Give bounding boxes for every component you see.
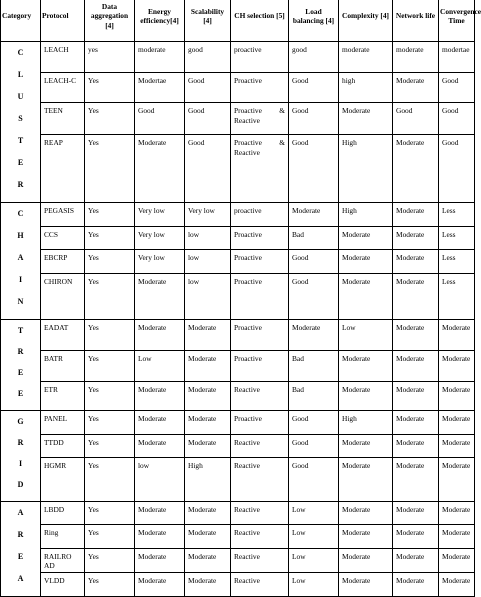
cell-convergence-time: Moderate xyxy=(439,458,475,502)
category-letter: I xyxy=(18,459,23,468)
cell-load-balancing: Low xyxy=(289,573,339,597)
cell-load-balancing: Bad xyxy=(289,350,339,381)
category-letters xyxy=(4,326,37,399)
ch-selection-first-line xyxy=(234,138,285,147)
cell-convergence-time: Moderate xyxy=(439,434,475,458)
cell-convergence-time: Moderate xyxy=(439,525,475,548)
cell-scalability: good xyxy=(185,42,231,73)
header-scalability: Scalability [4] xyxy=(185,0,231,42)
cell-protocol: EBCRP xyxy=(41,250,85,274)
table-row xyxy=(1,381,475,411)
cell-convergence-time: Less xyxy=(439,250,475,274)
cell-convergence-time: Moderate xyxy=(439,411,475,435)
category-letter: H xyxy=(17,231,24,240)
cell-data-aggregation: Yes xyxy=(85,502,135,525)
table-row xyxy=(1,226,475,250)
table-row xyxy=(1,573,475,597)
table-row xyxy=(1,458,475,502)
cell-energy-efficiency: Moderate xyxy=(135,411,185,435)
category-letter: D xyxy=(17,480,24,489)
cell-data-aggregation: Yes xyxy=(85,250,135,274)
cell-protocol: TEEN xyxy=(41,103,85,135)
cell-data-aggregation: Yes xyxy=(85,573,135,597)
cell-protocol: ETR xyxy=(41,381,85,411)
cell-load-balancing: Good xyxy=(289,458,339,502)
cell-load-balancing: Good xyxy=(289,103,339,135)
cell-energy-efficiency: Moderate xyxy=(135,135,185,203)
cell-complexity: High xyxy=(339,135,393,203)
category-letter: E xyxy=(17,368,24,377)
cell-energy-efficiency: Very low xyxy=(135,250,185,274)
table-row xyxy=(1,350,475,381)
cell-complexity: Moderate xyxy=(339,573,393,597)
cell-convergence-time: Good xyxy=(439,72,475,103)
table-row xyxy=(1,434,475,458)
category-letter: C xyxy=(17,209,24,218)
cell-energy-efficiency: Very low xyxy=(135,226,185,250)
cell-energy-efficiency: Moderate xyxy=(135,502,185,525)
category-letter: I xyxy=(18,275,23,284)
cell-complexity: High xyxy=(339,411,393,435)
category-letter: L xyxy=(17,70,24,79)
header-convergence-time: Convergence Time xyxy=(439,0,475,42)
cell-scalability: Moderate xyxy=(185,381,231,411)
category-cell-chain xyxy=(1,203,41,320)
category-letter: G xyxy=(17,417,24,426)
cell-scalability: low xyxy=(185,226,231,250)
cell-data-aggregation: Yes xyxy=(85,203,135,227)
category-cell-tree xyxy=(1,320,41,411)
cell-protocol: EADAT xyxy=(41,320,85,351)
table-body xyxy=(1,42,475,597)
ch-ampersand-text: & xyxy=(279,138,285,148)
cell-ch-selection: Proactive xyxy=(231,72,289,103)
header-load-balancing: Load balancing [4] xyxy=(289,0,339,42)
cell-data-aggregation: Yes xyxy=(85,548,135,573)
cell-load-balancing: Good xyxy=(289,135,339,203)
ch-reactive-text: Reactive xyxy=(234,147,260,157)
header-category: Category xyxy=(1,0,41,42)
table-row xyxy=(1,320,475,351)
category-letter: N xyxy=(17,297,24,306)
header-complexity: Complexity [4] xyxy=(339,0,393,42)
cell-load-balancing: Low xyxy=(289,548,339,573)
cell-load-balancing: Low xyxy=(289,502,339,525)
cell-load-balancing: Good xyxy=(289,250,339,274)
cell-ch-selection: proactive xyxy=(231,42,289,73)
ch-ampersand-text: & xyxy=(279,106,285,116)
table-row xyxy=(1,72,475,103)
cell-convergence-time: Good xyxy=(439,103,475,135)
cell-scalability: Moderate xyxy=(185,434,231,458)
cell-energy-efficiency: Moderate xyxy=(135,525,185,548)
protocol-name-line-2: AD xyxy=(44,561,55,571)
cell-data-aggregation: Yes xyxy=(85,273,135,319)
cell-energy-efficiency: Moderate xyxy=(135,273,185,319)
cell-protocol: CHIRON xyxy=(41,273,85,319)
cell-convergence-time: Moderate xyxy=(439,320,475,351)
cell-scalability: Moderate xyxy=(185,502,231,525)
cell-protocol xyxy=(41,548,85,573)
cell-network-life: Moderate xyxy=(393,250,439,274)
cell-network-life: Moderate xyxy=(393,203,439,227)
cell-protocol: CCS xyxy=(41,226,85,250)
cell-complexity: Low xyxy=(339,320,393,351)
cell-ch-selection: Reactive xyxy=(231,434,289,458)
cell-ch-selection: Proactive xyxy=(231,411,289,435)
cell-network-life: Moderate xyxy=(393,548,439,573)
cell-complexity: Moderate xyxy=(339,525,393,548)
cell-data-aggregation: Yes xyxy=(85,320,135,351)
cell-protocol: TTDD xyxy=(41,434,85,458)
cell-load-balancing: Bad xyxy=(289,226,339,250)
cell-network-life: Moderate xyxy=(393,320,439,351)
category-letter: R xyxy=(17,530,24,539)
cell-data-aggregation: Yes xyxy=(85,135,135,203)
category-cell-cluster xyxy=(1,42,41,203)
cell-data-aggregation: yes xyxy=(85,42,135,73)
cell-network-life: Moderate xyxy=(393,135,439,203)
category-letters xyxy=(4,417,37,490)
table-row xyxy=(1,103,475,135)
header-energy-efficiency: Energy efficiency[4] xyxy=(135,0,185,42)
cell-complexity: High xyxy=(339,203,393,227)
cell-ch-selection: Proactive xyxy=(231,320,289,351)
cell-ch-selection: Proactive xyxy=(231,273,289,319)
cell-complexity: Moderate xyxy=(339,250,393,274)
cell-network-life: moderate xyxy=(393,42,439,73)
cell-load-balancing: Good xyxy=(289,273,339,319)
header-data-aggregation: Data aggregation [4] xyxy=(85,0,135,42)
cell-data-aggregation: Yes xyxy=(85,226,135,250)
cell-network-life: Moderate xyxy=(393,502,439,525)
category-letter: A xyxy=(17,574,24,583)
cell-energy-efficiency: Modertae xyxy=(135,72,185,103)
table-row xyxy=(1,502,475,525)
cell-network-life: Good xyxy=(393,103,439,135)
cell-ch-selection xyxy=(231,135,289,203)
cell-data-aggregation: Yes xyxy=(85,458,135,502)
cell-network-life: Moderate xyxy=(393,434,439,458)
table-row xyxy=(1,250,475,274)
cell-scalability: Very low xyxy=(185,203,231,227)
cell-load-balancing: Bad xyxy=(289,381,339,411)
cell-load-balancing: Moderate xyxy=(289,320,339,351)
cell-ch-selection: Reactive xyxy=(231,525,289,548)
cell-complexity: Moderate xyxy=(339,458,393,502)
cell-data-aggregation: Yes xyxy=(85,381,135,411)
cell-load-balancing: Good xyxy=(289,434,339,458)
table-row xyxy=(1,273,475,319)
cell-load-balancing: Good xyxy=(289,72,339,103)
cell-scalability: low xyxy=(185,250,231,274)
cell-convergence-time: Moderate xyxy=(439,573,475,597)
cell-energy-efficiency: Moderate xyxy=(135,548,185,573)
category-letter: R xyxy=(17,180,24,189)
category-cell-area xyxy=(1,502,41,597)
ch-reactive-text: Reactive xyxy=(234,115,260,125)
cell-data-aggregation: Yes xyxy=(85,411,135,435)
table-row xyxy=(1,525,475,548)
cell-network-life: Moderate xyxy=(393,226,439,250)
cell-ch-selection xyxy=(231,103,289,135)
cell-protocol: BATR xyxy=(41,350,85,381)
cell-scalability: Moderate xyxy=(185,573,231,597)
cell-load-balancing: Low xyxy=(289,525,339,548)
category-letter: E xyxy=(17,389,24,398)
cell-energy-efficiency: Low xyxy=(135,350,185,381)
cell-scalability: Moderate xyxy=(185,350,231,381)
category-letters xyxy=(4,508,37,584)
cell-network-life: Moderate xyxy=(393,458,439,502)
cell-network-life: Moderate xyxy=(393,273,439,319)
category-letter: E xyxy=(17,552,24,561)
cell-load-balancing: Good xyxy=(289,411,339,435)
category-letter: A xyxy=(17,508,24,517)
cell-complexity: Moderate xyxy=(339,502,393,525)
cell-complexity: Moderate xyxy=(339,548,393,573)
cell-energy-efficiency: Moderate xyxy=(135,434,185,458)
cell-scalability: Moderate xyxy=(185,525,231,548)
cell-scalability: Moderate xyxy=(185,411,231,435)
cell-ch-selection: proactive xyxy=(231,203,289,227)
table-row xyxy=(1,42,475,73)
table-row xyxy=(1,548,475,573)
cell-ch-selection: Proactive xyxy=(231,226,289,250)
cell-energy-efficiency: Moderate xyxy=(135,381,185,411)
cell-scalability: Moderate xyxy=(185,548,231,573)
header-ch-selection: CH selection [5] xyxy=(231,0,289,42)
ch-selection-first-line xyxy=(234,106,285,115)
category-letter: A xyxy=(17,253,24,262)
cell-complexity: Moderate xyxy=(339,226,393,250)
cell-protocol: LEACH-C xyxy=(41,72,85,103)
cell-energy-efficiency: moderate xyxy=(135,42,185,73)
cell-protocol: REAP xyxy=(41,135,85,203)
ch-proactive-text: Proactive xyxy=(234,138,262,148)
cell-ch-selection: Reactive xyxy=(231,502,289,525)
cell-data-aggregation: Yes xyxy=(85,350,135,381)
cell-complexity: Moderate xyxy=(339,434,393,458)
category-cell-grid xyxy=(1,411,41,502)
cell-complexity: moderate xyxy=(339,42,393,73)
cell-complexity: Moderate xyxy=(339,103,393,135)
cell-network-life: Moderate xyxy=(393,411,439,435)
cell-scalability: low xyxy=(185,273,231,319)
cell-protocol: LEACH xyxy=(41,42,85,73)
cell-convergence-time: Less xyxy=(439,226,475,250)
protocol-name-line-1: RAILRO xyxy=(44,551,72,561)
category-letter: E xyxy=(17,158,24,167)
header-row xyxy=(1,0,475,42)
cell-protocol: PEGASIS xyxy=(41,203,85,227)
cell-convergence-time: Moderate xyxy=(439,548,475,573)
ch-proactive-text: Proactive xyxy=(234,106,262,116)
cell-convergence-time: Moderate xyxy=(439,350,475,381)
cell-energy-efficiency: Moderate xyxy=(135,320,185,351)
cell-convergence-time: Less xyxy=(439,203,475,227)
category-letters xyxy=(4,209,37,307)
cell-complexity: Moderate xyxy=(339,381,393,411)
cell-load-balancing: Moderate xyxy=(289,203,339,227)
cell-complexity: Moderate xyxy=(339,273,393,319)
cell-data-aggregation: Yes xyxy=(85,434,135,458)
cell-ch-selection: Proactive xyxy=(231,350,289,381)
cell-protocol: VLDD xyxy=(41,573,85,597)
cell-scalability: Good xyxy=(185,72,231,103)
cell-ch-selection: Proactive xyxy=(231,250,289,274)
category-letters xyxy=(4,48,37,190)
cell-energy-efficiency: Good xyxy=(135,103,185,135)
cell-scalability: Good xyxy=(185,103,231,135)
category-letter: T xyxy=(17,326,24,335)
cell-scalability: Moderate xyxy=(185,320,231,351)
header-network-life: Network life xyxy=(393,0,439,42)
cell-network-life: Moderate xyxy=(393,525,439,548)
cell-convergence-time: Good xyxy=(439,135,475,203)
cell-network-life: Moderate xyxy=(393,381,439,411)
cell-data-aggregation: Yes xyxy=(85,103,135,135)
cell-energy-efficiency: low xyxy=(135,458,185,502)
category-letter: C xyxy=(17,48,24,57)
cell-protocol: PANEL xyxy=(41,411,85,435)
category-letter: S xyxy=(18,114,23,123)
category-letter: R xyxy=(17,347,24,356)
cell-protocol: Ring xyxy=(41,525,85,548)
cell-convergence-time: Moderate xyxy=(439,502,475,525)
cell-load-balancing: good xyxy=(289,42,339,73)
cell-convergence-time: Moderate xyxy=(439,381,475,411)
cell-network-life: Moderate xyxy=(393,350,439,381)
cell-scalability: Good xyxy=(185,135,231,203)
cell-network-life: Moderate xyxy=(393,72,439,103)
cell-protocol: HGMR xyxy=(41,458,85,502)
cell-data-aggregation: Yes xyxy=(85,525,135,548)
table-row xyxy=(1,135,475,203)
category-letter: T xyxy=(17,136,24,145)
cell-convergence-time: Less xyxy=(439,273,475,319)
cell-energy-efficiency: Moderate xyxy=(135,573,185,597)
cell-ch-selection: Reactive xyxy=(231,573,289,597)
cell-scalability: High xyxy=(185,458,231,502)
table-row xyxy=(1,203,475,227)
category-letter: U xyxy=(17,92,24,101)
cell-complexity: Moderate xyxy=(339,350,393,381)
cell-network-life: Moderate xyxy=(393,573,439,597)
table-row xyxy=(1,411,475,435)
cell-data-aggregation: Yes xyxy=(85,72,135,103)
cell-ch-selection: Reactive xyxy=(231,458,289,502)
cell-protocol: LBDD xyxy=(41,502,85,525)
cell-convergence-time: modertae xyxy=(439,42,475,73)
cell-energy-efficiency: Very low xyxy=(135,203,185,227)
cell-ch-selection: Reactive xyxy=(231,381,289,411)
category-letter: R xyxy=(17,438,24,447)
cell-complexity: high xyxy=(339,72,393,103)
cell-ch-selection: Reactive xyxy=(231,548,289,573)
header-protocol: Protocol xyxy=(41,0,85,42)
